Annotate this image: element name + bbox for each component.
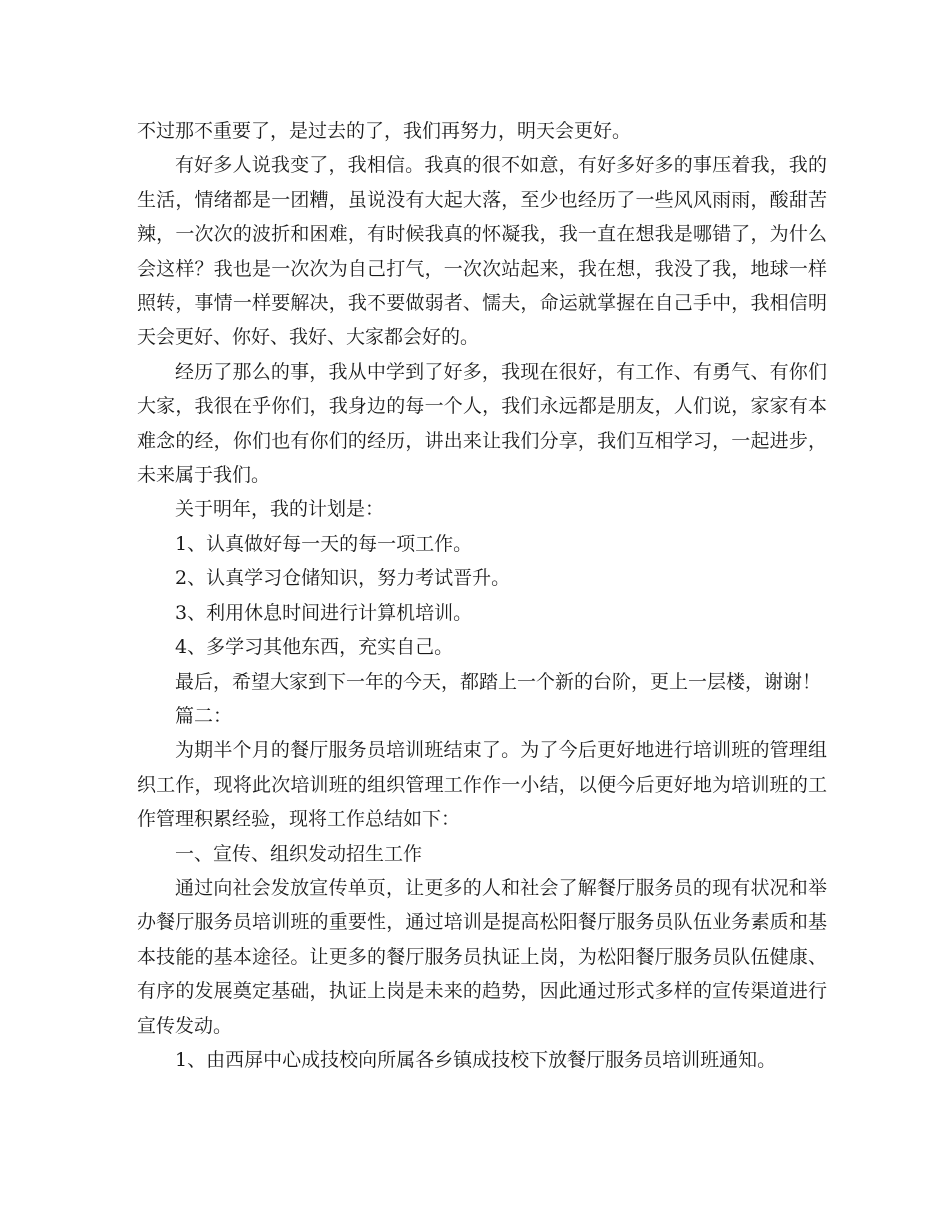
plan-item-4: 4、多学习其他东西，充实自己。 xyxy=(175,636,454,659)
paragraph-closing: 最后，希望大家到下一年的今天，都踏上一个新的台阶，更上一层楼，谢谢！ xyxy=(175,670,822,693)
plan-item-2: 2、认真学习仓储知识，努力考试晋升。 xyxy=(175,567,511,590)
plan-heading: 关于明年，我的计划是： xyxy=(175,498,385,521)
document-body xyxy=(137,114,827,1077)
paragraph-publicity: 通过向社会发放宣传单页，让更多的人和社会了解餐厅服务员的现有状况和举办餐厅服务员培训班的重要性，通过培训是提高松阳餐厅服务员队伍业务素质和基本技能的基本途径。让更多的餐厅服务员执证上岗，为松阳餐厅服务员队伍健康、有序的发展奠定基础，执证上岗是未来的趋势，因此通过形式多样的宣传渠道进行宣传发动。 xyxy=(137,876,827,1037)
section-heading-part-two: 篇二： xyxy=(175,704,233,727)
paragraph-experience: 经历了那么的事，我从中学到了好多，我现在很好，有工作、有勇气、有你们大家，我很在乎你们，我身边的每一个人，我们永远都是朋友，人们说，家家有本难念的经，你们也有你们的经历，讲出来让我们分享，我们互相学习，一起进步，未来属于我们。 xyxy=(137,360,827,487)
publicity-item-1: 1、由西屏中心成技校向所属各乡镇成技校下放餐厅服务员培训班通知。 xyxy=(175,1048,777,1071)
paragraph-training-intro: 为期半个月的餐厅服务员培训班结束了。为了今后更好地进行培训班的管理组织工作，现将此次培训班的组织管理工作作一小结，以便今后更好地为培训班的工作管理积累经验，现将工作总结如下： xyxy=(137,739,827,831)
plan-item-3: 3、利用休息时间进行计算机培训。 xyxy=(175,601,473,624)
subheading-publicity: 一、宣传、组织发动招生工作 xyxy=(175,842,423,865)
plan-item-1: 1、认真做好每一天的每一项工作。 xyxy=(175,532,473,555)
paragraph-continuation: 不过那不重要了，是过去的了，我们再努力，明天会更好。 xyxy=(137,120,632,142)
paragraph-changes: 有好多人说我变了，我相信。我真的很不如意，有好多好多的事压着我，我的生活，情绪都是一团糟，虽说没有大起大落，至少也经历了一些风风雨雨，酸甜苦辣，一次次的波折和困难，有时候我真的怀凝我，我一直在想我是哪错了，为什么会这样？我也是一次次为自己打气，一次次站起来，我在想，我没了我，地球一样照转，事情一样要解决，我不要做弱者、懦夫，命运就掌握在自己手中，我相信明天会更好、你好、我好、大家都会好的。 xyxy=(137,154,827,349)
